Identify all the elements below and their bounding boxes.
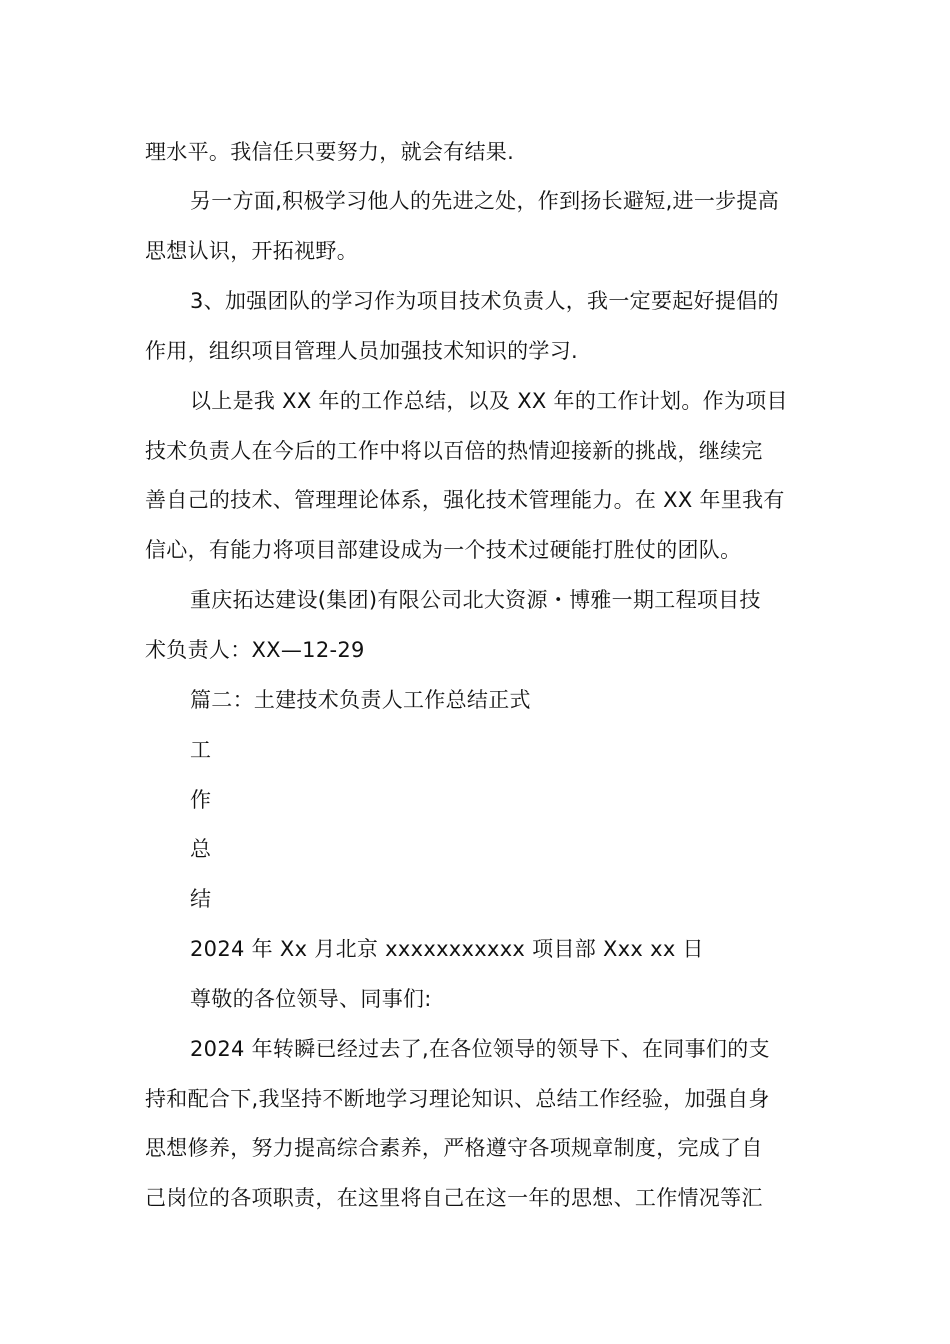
text-line-10: 重庆拓达建设(集团)有限公司北大资源・博雅一期工程项目技 xyxy=(190,588,761,612)
section-heading: 篇二：土建技术负责人工作总结正式 xyxy=(190,688,531,712)
text-line-7: 技术负责人在今后的工作中将以百倍的热情迎接新的挑战，继续完 xyxy=(145,439,763,463)
text-line-22: 己岗位的各项职责，在这里将自己在这一年的思想、工作情况等汇 xyxy=(145,1186,763,1210)
text-line-21: 思想修养，努力提高综合素养，严格遵守各项规章制度，完成了自 xyxy=(145,1136,763,1160)
text-line-11: 术负责人：XX—12-29 xyxy=(145,638,365,662)
text-line-9: 信心，有能力将项目部建设成为一个技术过硬能打胜仗的团队。 xyxy=(145,538,742,562)
salutation: 尊敬的各位领导、同事们: xyxy=(190,987,432,1011)
text-line-5: 作用，组织项目管理人员加强技术知识的学习. xyxy=(145,339,578,363)
vertical-title-char-2: 作 xyxy=(190,788,212,812)
text-line-1: 理水平。我信任只要努力，就会有结果. xyxy=(145,140,515,164)
text-line-19: 2024 年转瞬已经过去了,在各位领导的领导下、在同事们的支 xyxy=(190,1037,770,1061)
vertical-title-char-4: 结 xyxy=(190,887,212,911)
text-line-8: 善自己的技术、管理理论体系，强化技术管理能力。在 XX 年里我有 xyxy=(145,488,785,512)
date-line: 2024 年 Xx 月北京 xxxxxxxxxxx 项目部 Xxx xx 日 xyxy=(190,937,704,961)
text-line-4: 3、加强团队的学习作为项目技术负责人，我一定要起好提倡的 xyxy=(190,289,779,313)
vertical-title-char-1: 工 xyxy=(190,738,212,762)
text-line-20: 持和配合下,我坚持不断地学习理论知识、总结工作经验，加强自身 xyxy=(145,1087,770,1111)
text-line-3: 思想认识，开拓视野。 xyxy=(145,239,358,263)
vertical-title-char-3: 总 xyxy=(190,837,212,861)
text-line-2: 另一方面,积极学习他人的先进之处，作到扬长避短,进一步提高 xyxy=(190,189,780,213)
text-line-6: 以上是我 XX 年的工作总结，以及 XX 年的工作计划。作为项目 xyxy=(190,389,788,413)
